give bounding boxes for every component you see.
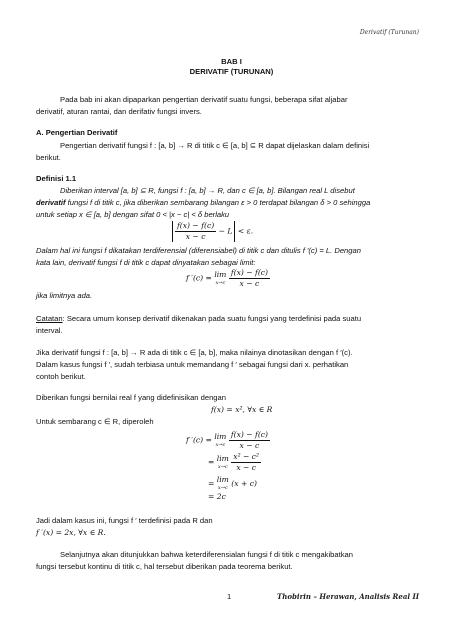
chapter-title: DERIVATIF (TURUNAN) [189, 67, 274, 76]
definition-term: derivatif [36, 198, 66, 207]
note-label: Catatan [36, 314, 63, 323]
limit-lhs: f ′(c) = [186, 273, 215, 283]
limit-word: lim [216, 475, 229, 484]
limit-fraction [229, 268, 270, 289]
section-a-text-2: berikut. [36, 153, 61, 162]
example-function: f(x) = x², ∀x ∈ R [211, 405, 273, 414]
note-text: : Secara umum konsep derivatif dikenakan pada suatu fungsi yang terdefinisi pada suatu [62, 314, 362, 323]
definition-line-2 [36, 198, 370, 208]
definition-line-6: jika limitnya ada. [36, 291, 93, 300]
para2-line-3: contoh berikut. [36, 372, 86, 381]
definition-line-4: Dalam hal ini fungsi f dikatakan terdiferensial (diferensiabel) di titik c dan ditulis f ′(c) = L. Dengan [36, 246, 361, 255]
equals-sign: = [208, 479, 215, 488]
example-step-3 [208, 476, 257, 492]
limit-word: lim [216, 453, 229, 463]
closing-line-1: Selanjutnya akan ditunjukkan bahwa keterdiferensialan fungsi f di titik c mengakibatkan [60, 550, 353, 559]
definition-line-2-rest: fungsi f di titik c, jika diberikan sembarang bilangan ε > 0 terdapat bilangan δ > 0 sehingga [65, 198, 371, 207]
step2-denominator: x − c [236, 463, 257, 472]
step3-limit [217, 476, 229, 492]
step2-numerator: x² − c² [233, 452, 260, 461]
step2-fraction [231, 452, 261, 473]
footer-authors: Thobirin – Herawan, Analisis Real II [277, 592, 419, 601]
definition-line-3: untuk setiap x ∈ [a, b] dengan sifat 0 < |x − c| < δ berlaku [36, 210, 230, 219]
example-line-3: Jadi dalam kasus ini, fungsi f ′ terdefinisi pada R dan [36, 516, 213, 525]
derivative-limit [186, 268, 270, 289]
limit-word: lim [214, 269, 227, 279]
step4-expression: 2c [216, 492, 226, 501]
note-line-2: interval. [36, 326, 63, 335]
abs-expression [172, 221, 235, 242]
step1-denominator: x − c [239, 441, 260, 450]
limit-operator [214, 271, 226, 287]
definition-line-5: kata lain, derivatif fungsi f di titik c dapat dinyatakan sebagai limit: [36, 258, 256, 267]
section-a-text-1: Pengertian derivatif fungsi f : [a, b] → R di titik c ∈ [a, b] ⊆ R dapat dijelaskan dalam definisi [60, 141, 370, 150]
inequality-numerator: f(x) − f(c) [177, 221, 215, 230]
inequality-denominator: x − c [185, 232, 206, 241]
chapter-number: BAB I [221, 57, 242, 66]
limit-denominator: x − c [239, 279, 260, 288]
definition-line-1: Diberikan interval [a, b] ⊆ R, fungsi f : [a, b] → R, dan c ∈ [a, b]. Bilangan real L disebut [60, 186, 355, 195]
para2-line-2: Dalam kasus fungsi f ′, sudah terbiasa untuk memandang f ′ sebagai fungsi dari x. perhatikan [36, 360, 349, 369]
running-header: Derivatif (Turunan) [359, 29, 419, 36]
para2-line-1: Jika derivatif fungsi f : [a, b] → R ada di titik c ∈ [a, b], maka nilainya dinotasikan dengan f ′(c). [36, 348, 353, 357]
intro-line-2: derivatif, aturan rantai, dan derifativ fungsi invers. [36, 107, 202, 116]
inequality-fraction [175, 221, 216, 242]
page-number: 1 [227, 592, 232, 601]
intro-line-1: Pada bab ini akan dipaparkan pengertian derivatif suatu fungsi, beberapa sifat aljabar [60, 95, 348, 104]
equals-sign: = [208, 492, 215, 501]
step1-limit [214, 433, 226, 449]
closing-line-2: fungsi tersebut kontinu di titik c, hal tersebut diberikan pada teorema berikut. [36, 562, 293, 571]
limit-sub: x→c [215, 279, 226, 286]
inequality-rhs: < ε. [237, 226, 254, 236]
example-line-2: Untuk sembarang c ∈ R, diperoleh [36, 417, 154, 426]
example-step-2 [208, 452, 261, 473]
limit-sub: x→c [217, 463, 228, 470]
section-a-heading: A. Pengertian Derivatif [36, 128, 118, 137]
step1-lhs: f ′(c) = [186, 435, 215, 445]
definition-inequality [172, 221, 253, 242]
note-line-1 [36, 314, 361, 324]
example-step-4 [208, 492, 226, 501]
limit-numerator: f(x) − f(c) [230, 268, 269, 277]
limit-sub: x→c [215, 441, 226, 448]
limit-sub: x→c [217, 485, 228, 491]
step1-fraction [229, 430, 270, 451]
definition-heading: Definisi 1.1 [36, 174, 77, 183]
step2-limit [217, 455, 229, 471]
inequality-tail: − L [218, 226, 233, 236]
example-result: f ′(x) = 2x, ∀x ∈ R. [36, 528, 106, 537]
step1-numerator: f(x) − f(c) [230, 430, 269, 439]
example-step-1 [186, 430, 270, 451]
limit-word: lim [214, 431, 227, 441]
step3-expression: (x + c) [231, 479, 257, 488]
equals-sign: = [208, 457, 215, 467]
example-line-1: Diberikan fungsi bernilai real f yang didefinisikan dengan [36, 393, 226, 402]
